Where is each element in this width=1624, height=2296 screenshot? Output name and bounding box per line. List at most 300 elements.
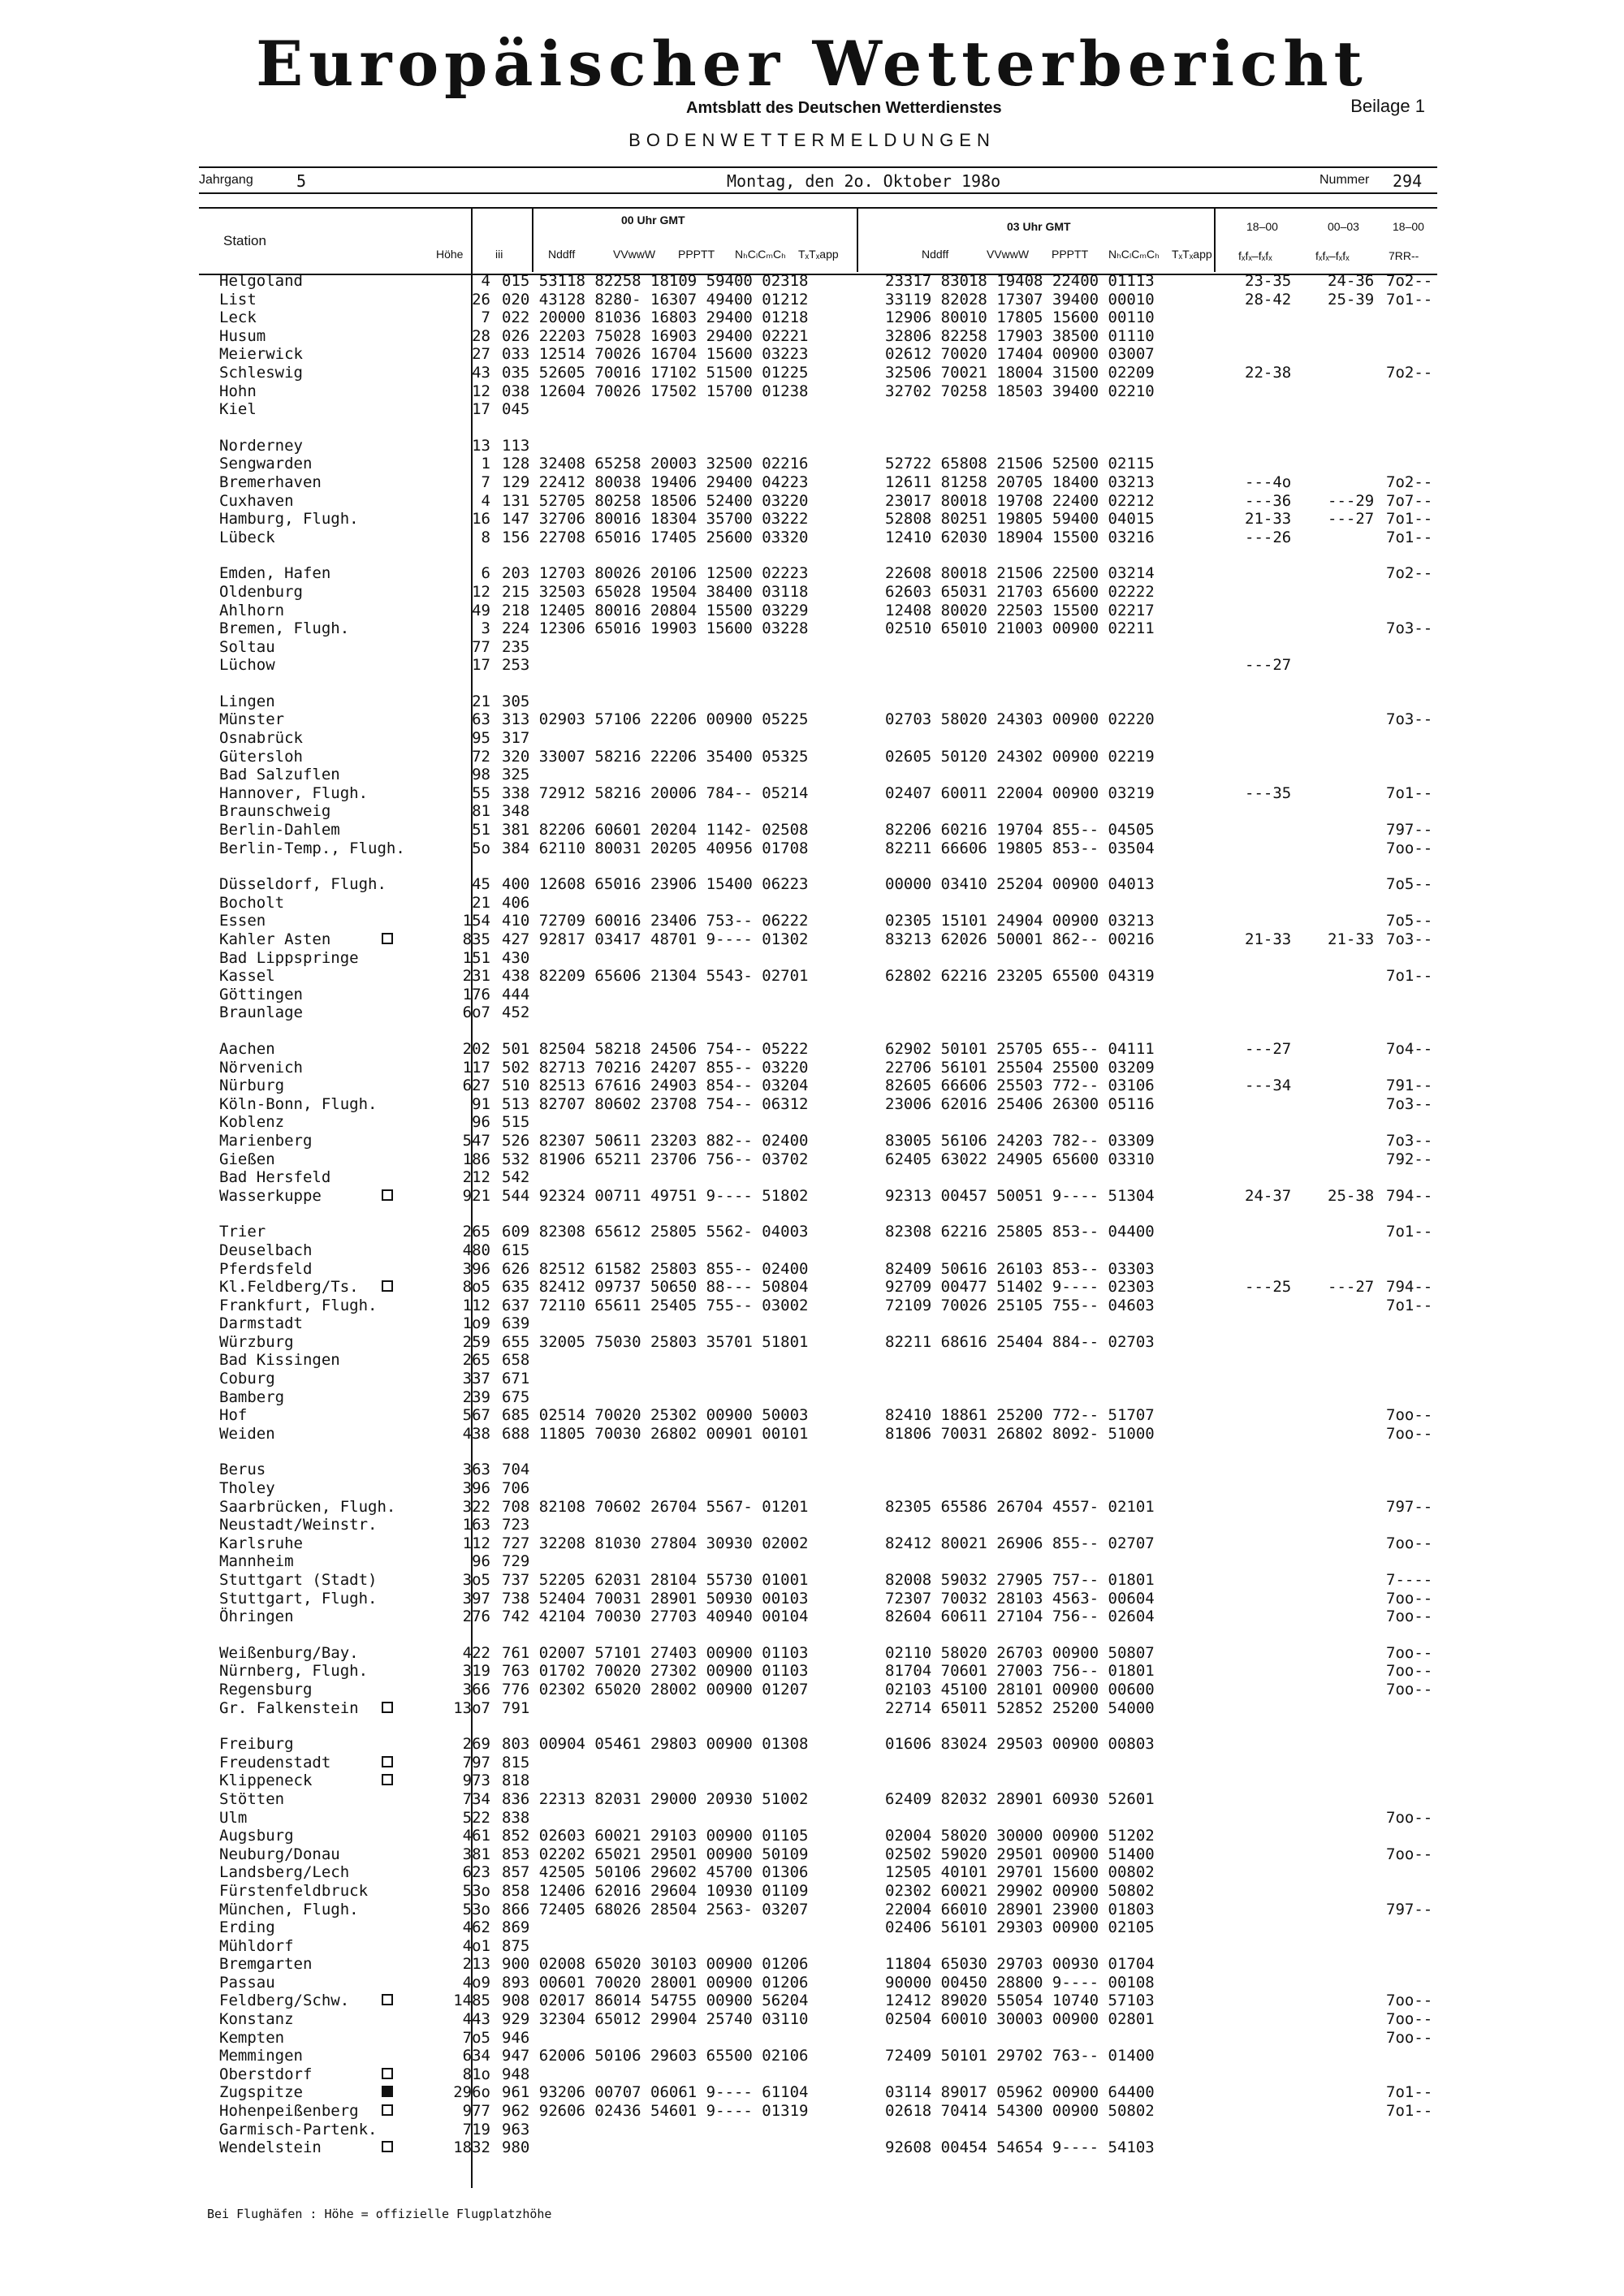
report-03-gmt: 82305 65586 26704 4557- 02101 [885, 1497, 1155, 1516]
extra-col-3: 7oo-- [1386, 1662, 1433, 1681]
report-03-gmt: 02004 58020 30000 00900 51202 [885, 1827, 1155, 1845]
station-name: Münster [219, 710, 285, 729]
station-height: 397 [462, 1589, 490, 1608]
report-00-gmt: 544 92324 00711 49751 9---- 51802 [502, 1186, 809, 1205]
station-height: 259 [462, 1332, 490, 1351]
station-name: Helgoland [219, 272, 303, 290]
report-03-gmt: 32702 70258 18503 39400 02210 [885, 382, 1155, 400]
station-height: 461 [462, 1827, 490, 1845]
report-00-gmt: 866 72405 68026 28504 2563- 03207 [502, 1900, 809, 1918]
header-extra-2: 00–03 [1328, 220, 1359, 233]
report-00-gmt: 803 00904 05461 29803 00900 01308 [502, 1735, 809, 1754]
table-row [219, 729, 1462, 748]
extra-col-2: 25-39 [1328, 290, 1375, 309]
group-spacer [219, 1626, 1462, 1644]
station-height: 4 [481, 491, 490, 510]
station-name: Stötten [219, 1789, 285, 1808]
station-height: 977 [462, 2102, 490, 2121]
extra-col-3: 7o4-- [1386, 1039, 1433, 1058]
station-name: Deuselbach [219, 1241, 313, 1259]
station-height: 81 [472, 802, 490, 821]
station-name: Norderney [219, 436, 303, 455]
station-name: Freudenstadt [219, 1753, 331, 1772]
station-height: 17 [472, 656, 490, 675]
station-height: 112 [462, 1296, 490, 1314]
header-col-vvwww-03: VVwwW [987, 248, 1030, 261]
report-00-gmt: 639 [502, 1314, 530, 1333]
report-00-gmt: 381 82206 60601 20204 1142- 02508 [502, 821, 809, 839]
table-row [219, 510, 1462, 529]
station-name: Weiden [219, 1424, 275, 1443]
station-name: Kiel [219, 400, 257, 419]
table-row [219, 784, 1462, 803]
report-00-gmt: 609 82308 65612 25805 5562- 04003 [502, 1223, 809, 1241]
station-height: 438 [462, 1424, 490, 1443]
report-00-gmt: 542 [502, 1168, 530, 1187]
report-00-gmt: 738 52404 70031 28901 50930 00103 [502, 1589, 809, 1608]
report-03-gmt: 02510 65010 21003 00900 02211 [885, 619, 1155, 638]
report-00-gmt: 704 [502, 1461, 530, 1479]
table-row [219, 839, 1462, 858]
extra-col-3: 7oo-- [1386, 1534, 1433, 1552]
station-height: 212 [462, 1168, 490, 1187]
extra-col-1: 24-37 [1245, 1186, 1292, 1205]
extra-col-3: 797-- [1386, 1497, 1433, 1516]
report-00-gmt: 129 22412 80038 19406 29400 04223 [502, 473, 809, 491]
report-00-gmt: 020 43128 8280- 16307 49400 01212 [502, 290, 809, 309]
station-table [219, 272, 1462, 2157]
station-name: Gießen [219, 1150, 275, 1168]
group-spacer [219, 1443, 1462, 1461]
extra-col-2: 21-33 [1328, 930, 1375, 948]
station-name: Leck [219, 309, 257, 327]
station-name: Mannheim [219, 1552, 294, 1571]
report-00-gmt: 852 02603 60021 29103 00900 01105 [502, 1827, 809, 1845]
station-name: Memmingen [219, 2047, 303, 2065]
report-03-gmt: 02618 70414 54300 00900 50802 [885, 2102, 1155, 2121]
table-row [219, 345, 1462, 364]
section-title: BODENWETTERMELDUNGEN [628, 130, 996, 150]
table-row [219, 529, 1462, 547]
report-00-gmt: 776 02302 65020 28002 00900 01207 [502, 1680, 809, 1698]
table-row [219, 1003, 1462, 1022]
station-name: Meierwick [219, 345, 303, 364]
table-row [219, 2065, 1462, 2084]
station-name: Kassel [219, 967, 275, 986]
station-height: 16 [472, 510, 490, 529]
station-name: Freiburg [219, 1735, 294, 1754]
header-extra-sub-2: fₓfₓ–fₓfₓ [1315, 249, 1350, 262]
table-row [219, 1571, 1462, 1590]
station-height: 7 [481, 309, 490, 327]
station-name: Kempten [219, 2028, 285, 2047]
report-03-gmt: 82211 68616 25404 884-- 02703 [885, 1332, 1155, 1351]
report-00-gmt: 761 02007 57101 27403 00900 01103 [502, 1643, 809, 1662]
report-03-gmt: 23006 62016 25406 26300 05116 [885, 1094, 1155, 1113]
extra-col-3: 7o7-- [1386, 491, 1433, 510]
extra-col-3: 7o1-- [1386, 510, 1433, 529]
station-height: 163 [462, 1516, 490, 1534]
report-00-gmt: 515 [502, 1113, 530, 1132]
square-icon [382, 2141, 393, 2152]
report-03-gmt: 00000 03410 25204 00900 04013 [885, 875, 1155, 894]
report-00-gmt: 502 82713 70216 24207 855-- 03220 [502, 1058, 809, 1077]
station-height: 49 [472, 601, 490, 619]
report-03-gmt: 22004 66010 28901 23900 01803 [885, 1900, 1155, 1918]
report-03-gmt: 03114 89017 05962 00900 64400 [885, 2083, 1155, 2102]
station-height: 396 [462, 1259, 490, 1278]
station-name: Berus [219, 1461, 266, 1479]
report-00-gmt: 400 12608 65016 23906 15400 06223 [502, 875, 809, 894]
report-00-gmt: 946 [502, 2028, 530, 2047]
report-00-gmt: 763 01702 70020 27302 00900 01103 [502, 1662, 809, 1681]
station-height: 27 [472, 345, 490, 364]
table-row [219, 1845, 1462, 1864]
extra-col-3: 7o1-- [1386, 1296, 1433, 1314]
nummer-value: 294 [1393, 171, 1423, 191]
report-00-gmt: 727 32208 81030 27804 30930 02002 [502, 1534, 809, 1552]
report-03-gmt: 92608 00454 54654 9---- 54103 [885, 2138, 1155, 2157]
report-03-gmt: 23317 83018 19408 22400 01113 [885, 272, 1155, 290]
station-name: Nürnberg, Flugh. [219, 1662, 369, 1681]
extra-col-2: ---27 [1328, 1278, 1375, 1297]
station-height: 322 [462, 1497, 490, 1516]
station-name: Berlin-Dahlem [219, 821, 340, 839]
station-name: Essen [219, 912, 266, 930]
jahrgang-value: 5 [296, 171, 307, 191]
station-height: 43 [472, 363, 490, 382]
station-height: 5o [472, 839, 490, 857]
report-00-gmt: 893 00601 70020 28001 00900 01206 [502, 1973, 809, 1992]
square-icon [382, 1774, 393, 1785]
report-00-gmt: 737 52205 62031 28104 55730 01001 [502, 1571, 809, 1589]
square-icon [382, 1280, 393, 1292]
station-name: Ahlhorn [219, 601, 285, 619]
report-00-gmt: 513 82707 80602 23708 754-- 06312 [502, 1094, 809, 1113]
station-name: Coburg [219, 1370, 275, 1388]
table-row [219, 986, 1462, 1004]
station-height: 422 [462, 1643, 490, 1662]
report-03-gmt: 62603 65031 21703 65600 02222 [885, 582, 1155, 601]
extra-col-1: 23-35 [1245, 272, 1292, 290]
table-row [219, 1498, 1462, 1517]
report-00-gmt: 658 [502, 1351, 530, 1370]
table-row [219, 1608, 1462, 1626]
extra-col-3: 797-- [1386, 821, 1433, 839]
table-row [219, 437, 1462, 455]
report-00-gmt: 615 [502, 1241, 530, 1259]
report-00-gmt: 635 82412 09737 50650 88--- 50804 [502, 1278, 809, 1297]
station-height: 265 [462, 1223, 490, 1241]
station-height: 363 [462, 1461, 490, 1479]
header-iii: iii [495, 248, 503, 261]
station-name: Cuxhaven [219, 491, 294, 510]
station-name: Tholey [219, 1479, 275, 1498]
table-row [219, 1388, 1462, 1407]
extra-col-3: 7o1-- [1386, 2102, 1433, 2121]
station-height: 12 [472, 382, 490, 400]
report-03-gmt: 02407 60011 22004 00900 03219 [885, 783, 1155, 802]
report-00-gmt: 033 12514 70026 16704 15600 03223 [502, 345, 809, 364]
station-height: 21 [472, 692, 490, 710]
report-00-gmt: 742 42104 70030 27703 40940 00104 [502, 1608, 809, 1626]
table-row [219, 492, 1462, 511]
station-name: Garmisch-Partenk. [219, 2120, 378, 2138]
station-height: 51 [472, 821, 490, 839]
station-height: 202 [462, 1039, 490, 1058]
table-row [219, 1150, 1462, 1169]
station-name: Darmstadt [219, 1314, 303, 1333]
station-name: Regensburg [219, 1680, 313, 1698]
table-row [219, 1644, 1462, 1663]
station-height: 55 [472, 783, 490, 802]
table-row [219, 1351, 1462, 1370]
table-row [219, 473, 1462, 492]
table-row [219, 1168, 1462, 1187]
station-name: Aachen [219, 1039, 275, 1058]
station-height: 176 [462, 985, 490, 1003]
report-03-gmt: 32806 82258 17903 38500 01110 [885, 326, 1155, 345]
header-00-uhr: 00 Uhr GMT [621, 214, 685, 227]
header-extra-1: 18–00 [1246, 220, 1278, 233]
extra-col-3: 7o1-- [1386, 967, 1433, 986]
station-height: 1 [481, 455, 490, 473]
station-height: 117 [462, 1058, 490, 1077]
extra-col-3: 7oo-- [1386, 1680, 1433, 1698]
extra-col-3: 7o3-- [1386, 1131, 1433, 1150]
table-row [219, 1077, 1462, 1095]
table-row [219, 912, 1462, 930]
station-name: Klippeneck [219, 1772, 313, 1790]
table-row [219, 2010, 1462, 2029]
report-00-gmt: 836 22313 82031 29000 20930 51002 [502, 1789, 809, 1808]
station-height: 835 [462, 930, 490, 948]
table-row [219, 1974, 1462, 1992]
report-00-gmt: 430 [502, 948, 530, 967]
report-00-gmt: 156 22708 65016 17405 25600 03320 [502, 528, 809, 546]
extra-col-1: 21-33 [1245, 510, 1292, 529]
report-00-gmt: 655 32005 75030 25803 35701 51801 [502, 1332, 809, 1351]
extra-col-2: ---27 [1328, 510, 1375, 529]
table-row [219, 1699, 1462, 1718]
table-row [219, 766, 1462, 784]
station-name: Bad Salzuflen [219, 766, 340, 784]
extra-col-3: 7o2-- [1386, 564, 1433, 583]
table-row [219, 309, 1462, 327]
header-hoehe: Höhe [436, 248, 464, 261]
table-row [219, 2102, 1462, 2121]
header-extra-3: 18–00 [1393, 220, 1424, 233]
group-spacer [219, 1022, 1462, 1040]
station-name: Bad Kissingen [219, 1351, 340, 1370]
station-name: Gütersloh [219, 747, 303, 766]
group-spacer [219, 857, 1462, 875]
extra-col-1: ---4o [1245, 473, 1292, 491]
group-spacer [219, 546, 1462, 564]
station-name: Lübeck [219, 528, 275, 546]
report-00-gmt: 215 32503 65028 19504 38400 03118 [502, 582, 809, 601]
station-name: Koblenz [219, 1113, 285, 1132]
table-row [219, 1278, 1462, 1297]
table-row [219, 821, 1462, 839]
page-title: Europäischer Wetterbericht [256, 28, 1368, 100]
station-height: 6o7 [462, 1003, 490, 1022]
report-03-gmt: 02110 58020 26703 00900 50807 [885, 1643, 1155, 1662]
station-height: 921 [462, 1186, 490, 1205]
station-height: 265 [462, 1351, 490, 1370]
extra-col-3: 7o2-- [1386, 363, 1433, 382]
report-00-gmt: 224 12306 65016 19903 15600 03228 [502, 619, 809, 638]
station-height: 8 [481, 528, 490, 546]
table-row [219, 1918, 1462, 1937]
report-00-gmt: 869 [502, 1918, 530, 1937]
report-03-gmt: 82008 59032 27905 757-- 01801 [885, 1571, 1155, 1589]
station-height: 13 [472, 436, 490, 455]
extra-col-1: 22-38 [1245, 363, 1292, 382]
extra-col-1: ---27 [1245, 656, 1292, 675]
report-03-gmt: 12906 80010 17805 15600 00110 [885, 309, 1155, 327]
table-row [219, 583, 1462, 602]
report-03-gmt: 22608 80018 21506 22500 03214 [885, 564, 1155, 583]
station-name: List [219, 290, 257, 309]
report-03-gmt: 02302 60021 29902 00900 50802 [885, 1881, 1155, 1900]
report-03-gmt: 02605 50120 24302 00900 02219 [885, 747, 1155, 766]
report-00-gmt: 203 12703 80026 20106 12500 02223 [502, 564, 809, 583]
extra-col-2: 25-38 [1328, 1186, 1375, 1205]
report-00-gmt: 688 11805 70030 26802 00901 00101 [502, 1424, 809, 1443]
report-00-gmt: 818 [502, 1772, 530, 1790]
report-03-gmt: 02612 70020 17404 00900 03007 [885, 345, 1155, 364]
report-03-gmt: 62405 63022 24905 65600 03310 [885, 1150, 1155, 1168]
station-name: Stuttgart, Flugh. [219, 1589, 378, 1608]
table-row [219, 619, 1462, 638]
column-divider-03 [1214, 207, 1216, 272]
station-height: 21 [472, 893, 490, 912]
extra-col-3: 7oo-- [1386, 1643, 1433, 1662]
station-name: Landsberg/Lech [219, 1863, 350, 1882]
report-03-gmt: 32506 70021 18004 31500 02209 [885, 363, 1155, 382]
station-height: 269 [462, 1735, 490, 1754]
table-row [219, 710, 1462, 729]
column-divider-00 [857, 207, 858, 272]
station-height: 91 [472, 1094, 490, 1113]
extra-col-2: ---29 [1328, 491, 1375, 510]
station-height: 4o1 [462, 1936, 490, 1955]
nummer-label: Nummer [1320, 173, 1370, 187]
report-00-gmt: 900 02008 65020 30103 00900 01206 [502, 1955, 809, 1974]
table-row [219, 1955, 1462, 1974]
group-spacer [219, 1717, 1462, 1735]
table-row [219, 1516, 1462, 1534]
extra-col-3: 7o1-- [1386, 1223, 1433, 1241]
station-height: 26 [472, 290, 490, 309]
extra-col-3: 792-- [1386, 1150, 1433, 1168]
station-name: Soltau [219, 637, 275, 656]
station-height: 239 [462, 1388, 490, 1406]
table-row [219, 1552, 1462, 1571]
station-name: Saarbrücken, Flugh. [219, 1497, 396, 1516]
table-row [219, 1260, 1462, 1279]
beilage-label: Beilage 1 [1350, 96, 1425, 116]
station-height: 231 [462, 967, 490, 986]
extra-col-1: 21-33 [1245, 930, 1292, 948]
report-03-gmt: 82605 66606 25503 772-- 03106 [885, 1077, 1155, 1095]
extra-col-3: 7oo-- [1386, 1589, 1433, 1608]
station-name: Braunschweig [219, 802, 331, 821]
report-00-gmt: 858 12406 62016 29604 10930 01109 [502, 1881, 809, 1900]
square-icon [382, 1994, 393, 2005]
table-row [219, 1461, 1462, 1479]
station-name: Göttingen [219, 985, 303, 1003]
table-row [219, 1187, 1462, 1206]
station-name: Schleswig [219, 363, 303, 382]
station-height: 77 [472, 637, 490, 656]
station-name: Kl.Feldberg/Ts. [219, 1278, 359, 1297]
table-row [219, 1735, 1462, 1754]
station-height: 1o9 [462, 1314, 490, 1333]
station-height: 12 [472, 582, 490, 601]
station-name: Kahler Asten [219, 930, 331, 948]
table-row [219, 1772, 1462, 1790]
table-row [219, 1113, 1462, 1132]
table-row [219, 1590, 1462, 1608]
report-03-gmt: 72409 50101 29702 763-- 01400 [885, 2047, 1155, 2065]
report-03-gmt: 12412 89020 55054 10740 57103 [885, 1992, 1155, 2010]
report-00-gmt: 015 53118 82258 18109 59400 02318 [502, 272, 809, 290]
square-icon [382, 2068, 393, 2079]
table-row [219, 1827, 1462, 1845]
report-00-gmt: 452 [502, 1003, 530, 1022]
station-height: 3 [481, 619, 490, 638]
report-03-gmt: 01606 83024 29503 00900 00803 [885, 1735, 1155, 1754]
table-row [219, 2138, 1462, 2157]
station-height: 53o [462, 1900, 490, 1918]
table-row [219, 1937, 1462, 1956]
square-icon [382, 2104, 393, 2116]
station-name: Lingen [219, 692, 275, 710]
station-name: Hohenpeißenberg [219, 2102, 359, 2121]
station-height: 6 [481, 564, 490, 583]
table-row [219, 327, 1462, 346]
table-row [219, 1992, 1462, 2010]
table-row [219, 930, 1462, 949]
extra-col-3: 7o3-- [1386, 930, 1433, 948]
report-03-gmt: 82412 80021 26906 855-- 02707 [885, 1534, 1155, 1552]
station-height: 443 [462, 2010, 490, 2029]
table-row [219, 1223, 1462, 1241]
report-00-gmt: 022 20000 81036 16803 29400 01218 [502, 309, 809, 327]
extra-col-3: 7oo-- [1386, 1992, 1433, 2010]
station-height: 81o [462, 2065, 490, 2083]
station-name: Augsburg [219, 1827, 294, 1845]
report-03-gmt: 62802 62216 23205 65500 04319 [885, 967, 1155, 986]
report-00-gmt: 325 [502, 766, 530, 784]
station-name: Erding [219, 1918, 275, 1937]
station-height: 7 [481, 473, 490, 491]
station-name: Neustadt/Weinstr. [219, 1516, 378, 1534]
report-00-gmt: 532 81906 65211 23706 756-- 03702 [502, 1150, 809, 1168]
station-name: Feldberg/Schw. [219, 1992, 350, 2010]
report-00-gmt: 853 02202 65021 29501 00900 50109 [502, 1845, 809, 1863]
station-name: Hof [219, 1406, 248, 1425]
station-height: 522 [462, 1808, 490, 1827]
extra-col-3: 794-- [1386, 1278, 1433, 1297]
table-row [219, 1809, 1462, 1828]
table-row [219, 602, 1462, 620]
station-name: München, Flugh. [219, 1900, 359, 1918]
report-00-gmt: 218 12405 80016 20804 15500 03229 [502, 601, 809, 619]
station-height: 719 [462, 2120, 490, 2138]
